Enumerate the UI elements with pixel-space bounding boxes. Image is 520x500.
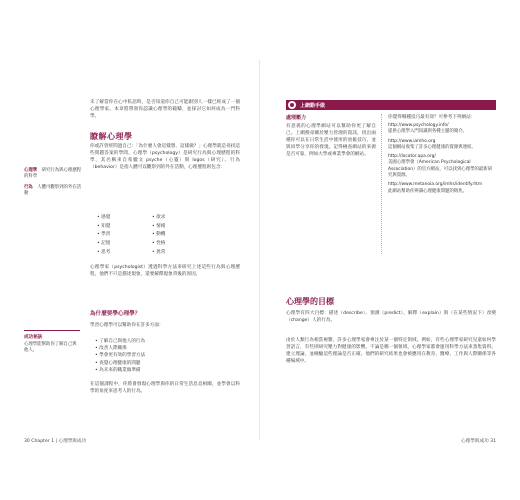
web-link-desc: 美國心理學會（American Psychological Association）的官方網站，可以找到心理學的最新研究與資源。: [388, 160, 493, 179]
body-paragraph: 由於人類行為相當複雜，許多心理學家會專注於某一個特定領域。例如，有些心理學家研究兒童如何學習語言，有些則研究壓力對健康的影響。不論是哪一個領域，心理學家都會運用科學方法來蒸集資料、建立理論，並檢驗這些理論是否正確。他們的研究結果也會被應用在教育、醫療、工作與人際關係等各種場域中。: [286, 338, 496, 364]
list-item: • 性格: [152, 240, 207, 246]
tip-title: 成功秘訣: [24, 335, 43, 340]
list-item: • 了解自己與他人的行為: [95, 338, 235, 345]
definition-term: 心理學: [24, 168, 38, 173]
web-divider: [381, 114, 382, 254]
list-item: • 欲求: [152, 214, 207, 220]
section-paragraph: 你或許曾經問過自己：「為什麼人會這樣想、這樣做？」心理學就是尋找這些問題答案的學問。心理學（psychology）是研究行為與心理歷程的科學，其名稱來自希臘文 psyche（心靈）與 logos（研究）。行為（behavior）是指人體可以觀察到的外在活動，心理歷程則包含：: [90, 144, 240, 170]
definition-text: 人體可觀察到的外在活動: [24, 185, 82, 197]
web-link-desc: 這個網站收集了許多心理健康的資源與連結。: [388, 144, 476, 150]
body-paragraph: 在這個課程中，你將會發現心理學與你的日常生活息息相關，並學會以科學的角度來思考人的行為。: [90, 382, 240, 394]
web-link-url[interactable]: http://locator.apa.org/: [388, 154, 436, 160]
intro-paragraph: 未了解當你在心中私語時，是否知道你自己可能跟別人一樣已經成了一個心理學家。本章將帶領你認識心理學的範疇，並探討它如何成為一門科學。: [90, 100, 240, 119]
section-title: 心理學的目標: [286, 297, 334, 306]
web-activity-text: 有意義的心理學網站可以幫助你更了解自己。上網搜尋關於壓力管理的資訊，找出兩種你可以在日常生活中使用的放鬆技巧，並與同學分享你的發現。記得檢查網站的來源是否可靠，例如大學或專業學會的網站。: [286, 124, 376, 157]
web-activity-label: 上網動手做: [300, 102, 326, 109]
page-footer: 心理學與成功 31: [461, 439, 496, 444]
web-activity-right: [388, 114, 496, 198]
list-item: • 異常: [152, 249, 207, 255]
web-link-url[interactable]: http://www.metanoia.org/imhs/identify.htm: [388, 182, 483, 188]
list-item: • 學會更有效的學習方法: [95, 352, 235, 359]
list-item: • 知覺: [97, 223, 152, 229]
right-page: [260, 0, 520, 500]
body-paragraph: 心理學家（psychologist）透過科學方法來研究上述這些行為與心理歷程，他們不只是描述現象，還要解釋現象背後的原因。: [90, 265, 240, 277]
list-item: • 學習: [97, 231, 152, 237]
body-paragraph: 心理學有四大目標：描述（describe）、預測（predict）、解釋（explain）與（在某些情況下）改變（change）人的行為。: [286, 311, 496, 323]
page-footer: 30 Chapter 1 | 心理學與成功: [24, 439, 87, 444]
list-item: • 思考: [97, 249, 152, 255]
globe-icon: [288, 101, 296, 109]
list-item: • 改善人際關係: [95, 345, 235, 352]
web-link-item: [388, 182, 496, 195]
term-list: [97, 214, 207, 255]
web-link-desc: 此網站幫助你辨識心理健康問題的徵兆。: [388, 188, 468, 194]
web-links-intro: 你覺得哪種技巧最有效？可參考下列網站：: [388, 115, 476, 120]
web-link-item: [388, 139, 496, 152]
purpose-list: [95, 338, 235, 374]
margin-definition: [24, 185, 84, 198]
section-title: 瞭解心理學: [90, 132, 133, 141]
margin-definition: [24, 168, 84, 181]
definition-text: 研究行為與心理歷程的科學: [24, 168, 82, 180]
web-link-item: [388, 154, 496, 179]
web-activity-left: [286, 114, 376, 159]
web-link-url[interactable]: http://www.psychology.info/: [388, 123, 449, 128]
web-link-url[interactable]: http://www.iamho.org: [388, 138, 436, 144]
web-activity-title: 處理壓力: [286, 115, 307, 121]
web-link-desc: 提供心理學入門知識與各種主題的簡介。: [388, 129, 468, 135]
web-link-item: [388, 123, 496, 136]
web-activity-header: [286, 100, 496, 110]
subsection-title: 為什麼要學心理學？: [90, 311, 141, 317]
list-item: • 情緒: [152, 223, 207, 229]
tip-box: [24, 330, 80, 355]
tip-text: 心理學能幫助你了解自己與他人。: [24, 342, 77, 354]
body-paragraph: 學習心理學可以幫助你在許多方面：: [90, 323, 164, 328]
list-item: • 記憶: [97, 240, 152, 246]
list-item: • 為未來的職業做準備: [95, 367, 235, 374]
definition-term: 行為: [24, 185, 33, 190]
list-item: • 動機: [152, 231, 207, 237]
list-item: • 感覺: [97, 214, 152, 220]
list-item: • 查覺心理健康的問題: [95, 360, 235, 367]
